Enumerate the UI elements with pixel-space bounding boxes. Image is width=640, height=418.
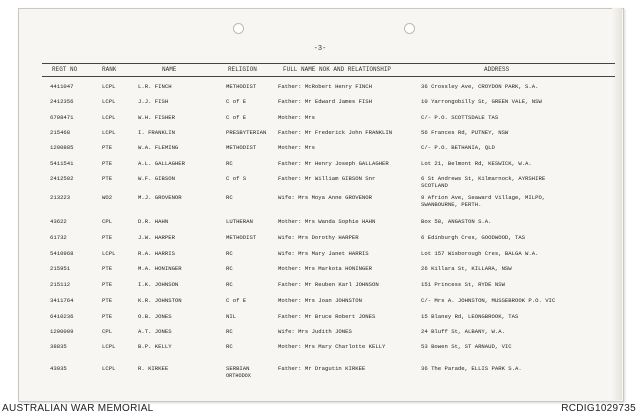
cell-nok: Father: Mr Frederick John FRANKLIN xyxy=(278,129,393,136)
cell-rank: PTE xyxy=(102,265,113,272)
cell-name: A.T. JONES xyxy=(138,328,172,335)
cell-nok: Father: McRobert Henry FINCH xyxy=(278,83,372,90)
cell-address: Lot 157 Wisborough Cres, BALGA W.A. xyxy=(421,250,539,257)
cell-nok: Wife: Mrs Moya Anne GROVENOR xyxy=(278,194,372,201)
cell-regt: 1200885 xyxy=(50,144,74,151)
header-nok: FULL NAME NOK AND RELATIONSHIP xyxy=(283,66,392,73)
cell-address: 26 Killara St, KILLARA, NSW xyxy=(421,265,512,272)
cell-regt: 43622 xyxy=(50,218,67,225)
table-top-rule xyxy=(42,63,615,64)
cell-regt: 2412356 xyxy=(50,98,74,105)
cell-address: 10 Yarrongobilly St, GREEN VALE, NSW xyxy=(421,98,542,105)
cell-regt: 5410968 xyxy=(50,250,74,257)
cell-address-line2: SCOTLAND xyxy=(421,182,448,189)
cell-name: J.W. HARPER xyxy=(138,234,175,241)
header-rank: RANK xyxy=(102,66,117,73)
cell-nok: Wife: Mrs Dorothy HARPER xyxy=(278,234,359,241)
cell-address: 36 Crossley Ave, CROYDON PARK, S.A. xyxy=(421,83,539,90)
cell-address: 9 Afrion Ave, Seaward Village, MILPO, xyxy=(421,194,546,201)
cell-nok: Mother: Mrs xyxy=(278,144,315,151)
cell-rank: CPL xyxy=(102,328,113,335)
cell-name: L.R. FINCH xyxy=(138,83,172,90)
table-header-rule xyxy=(42,76,615,77)
cell-nok: Mother: Mrs Mary Charlotte KELLY xyxy=(278,343,386,350)
cell-name: R.A. HARRIS xyxy=(138,250,175,257)
cell-religion: RC xyxy=(226,328,233,335)
cell-address: 36 The Parade, ELLIS PARK S.A. xyxy=(421,365,522,372)
cell-regt: 1200009 xyxy=(50,328,74,335)
punch-hole xyxy=(233,23,244,34)
table-row xyxy=(0,266,640,282)
cell-regt: 6708471 xyxy=(50,114,74,121)
footer-institution: AUSTRALIAN WAR MEMORIAL xyxy=(2,403,154,414)
table-row xyxy=(0,145,640,161)
cell-religion: RC xyxy=(226,250,233,257)
cell-religion: RC xyxy=(226,281,233,288)
cell-nok: Father: Mr Reuben Karl JOHNSON xyxy=(278,281,379,288)
cell-name: D.R. HAHN xyxy=(138,218,169,225)
cell-regt: 61732 xyxy=(50,234,67,241)
table-row xyxy=(0,99,640,115)
cell-religion: METHODIST xyxy=(226,234,257,241)
cell-religion: NIL xyxy=(226,313,237,320)
cell-rank: PTE xyxy=(102,175,113,182)
cell-religion: RC xyxy=(226,343,233,350)
cell-rank: PTE xyxy=(102,160,113,167)
header-religion: RELIGION xyxy=(228,66,257,73)
cell-religion: C of S xyxy=(226,175,247,182)
cell-name: W.H. FISHER xyxy=(138,114,175,121)
cell-rank: LCPL xyxy=(102,343,116,350)
cell-name: J.J. FISH xyxy=(138,98,169,105)
cell-address: 56 Frances Rd, PUTNEY, NSW xyxy=(421,129,509,136)
page-number: -3- xyxy=(313,45,327,53)
cell-religion: RC xyxy=(226,194,233,201)
cell-rank: LCPL xyxy=(102,114,116,121)
cell-address: 24 Bluff St, ALBANY, W.A. xyxy=(421,328,505,335)
cell-address: 151 Princess St, RYDE NSW xyxy=(421,281,505,288)
cell-address: C/- Mrs A. JOHNSTON, MUSSEBROOK P.O. VIC xyxy=(421,297,556,304)
cell-rank: LCPL xyxy=(102,250,116,257)
cell-address: C/- P.O. BETHANIA, QLD xyxy=(421,144,495,151)
cell-address: Box 58, ANGASTON S.A. xyxy=(421,218,492,225)
cell-religion: PRESBYTERIAN xyxy=(226,129,267,136)
cell-rank: PTE xyxy=(102,281,113,288)
table-row xyxy=(0,366,640,382)
cell-regt: 6410236 xyxy=(50,313,74,320)
cell-regt: 4411047 xyxy=(50,83,74,90)
cell-regt: 3411764 xyxy=(50,297,74,304)
punch-hole xyxy=(404,23,415,34)
cell-name: I. FRANKLIN xyxy=(138,129,175,136)
cell-address: Lot 21, Belmont Rd, KESWICK, W.A. xyxy=(421,160,532,167)
cell-religion: SERBIAN xyxy=(226,365,250,372)
cell-regt: 215112 xyxy=(50,281,71,288)
cell-name: K.R. JOHNSTON xyxy=(138,297,182,304)
cell-religion: RC xyxy=(226,265,233,272)
cell-name: R. KIRKEE xyxy=(138,365,169,372)
cell-religion: C of E xyxy=(226,297,247,304)
cell-rank: LCPL xyxy=(102,129,116,136)
cell-name: M.J. GROVENOR xyxy=(138,194,182,201)
table-row xyxy=(0,130,640,146)
cell-address: 6 Edinburgh Cres, GOODWOOD, TAS xyxy=(421,234,526,241)
cell-address-line2: SWANBOURNE, PERTH. xyxy=(421,201,482,208)
cell-nok: Father: Mr Dragutin KIRKEE xyxy=(278,365,366,372)
cell-name: B.P. KELLY xyxy=(138,343,172,350)
cell-rank: PTE xyxy=(102,144,113,151)
table-row xyxy=(0,219,640,235)
cell-name: W.A. FLEMING xyxy=(138,144,179,151)
footer-record-id: RCDIG1029735 xyxy=(561,403,636,414)
header-regt-no: REGT NO xyxy=(52,66,78,73)
cell-nok: Mother: Mrs Markota HONINGER xyxy=(278,265,372,272)
cell-nok: Wife: Mrs Judith JONES xyxy=(278,328,352,335)
cell-religion: C of E xyxy=(226,98,247,105)
cell-rank: LCPL xyxy=(102,365,116,372)
cell-nok: Wife: Mrs Mary Janet HARRIS xyxy=(278,250,369,257)
cell-address: 15 Blaney Rd, LEONGBROOK, TAS xyxy=(421,313,519,320)
cell-religion: METHODIST xyxy=(226,144,257,151)
cell-religion: LUTHERAN xyxy=(226,218,253,225)
cell-rank: PTE xyxy=(102,313,113,320)
cell-religion-line2: ORTHODOX xyxy=(226,373,251,379)
cell-nok: Mother: Mrs Joan JOHNSTON xyxy=(278,297,362,304)
cell-regt: 5411541 xyxy=(50,160,74,167)
cell-regt: 215951 xyxy=(50,265,71,272)
header-address: ADDRESS xyxy=(484,66,510,73)
cell-nok: Mother: Mrs xyxy=(278,114,315,121)
cell-rank: LCPL xyxy=(102,83,116,90)
cell-nok: Father: Mr Bruce Robert JONES xyxy=(278,313,376,320)
cell-nok: Father: Mr Henry Joseph GALLAGHER xyxy=(278,160,389,167)
cell-nok: Father: Mr Edward James FISH xyxy=(278,98,372,105)
cell-rank: PTE xyxy=(102,234,113,241)
table-row xyxy=(0,298,640,314)
table-row xyxy=(0,282,640,298)
cell-rank: CPL xyxy=(102,218,113,225)
table-row xyxy=(0,235,640,251)
cell-nok: Mother: Mrs Wanda Sophie HAHN xyxy=(278,218,376,225)
cell-regt: 38835 xyxy=(50,343,67,350)
cell-name: M.A. HONINGER xyxy=(138,265,182,272)
cell-rank: WO2 xyxy=(102,194,113,201)
cell-regt: 215468 xyxy=(50,129,71,136)
table-row xyxy=(0,176,640,192)
cell-nok: Father: Mr William GIBSON Snr xyxy=(278,175,376,182)
cell-address: 6 St Andrews St, Kilmarnock, AYRSHIRE xyxy=(421,175,546,182)
table-row xyxy=(0,194,640,214)
cell-religion: RC xyxy=(226,160,233,167)
cell-regt: 43935 xyxy=(50,365,67,372)
cell-address: C/- P.O. SCOTTSDALE TAS xyxy=(421,114,499,121)
cell-address: 53 Bowen St, ST ARNAUD, VIC xyxy=(421,343,512,350)
cell-name: O.B. JONES xyxy=(138,313,172,320)
cell-rank: PTE xyxy=(102,297,113,304)
cell-religion: METHODIST xyxy=(226,83,257,90)
cell-regt: 2412502 xyxy=(50,175,74,182)
header-name: NAME xyxy=(162,66,177,73)
cell-rank: LCPL xyxy=(102,98,116,105)
cell-regt: 213223 xyxy=(50,194,71,201)
cell-name: A.L. GALLAGHER xyxy=(138,160,185,167)
table-row xyxy=(0,344,640,360)
cell-name: I.K. JOHNSON xyxy=(138,281,179,288)
cell-religion: C of E xyxy=(226,114,247,121)
cell-name: W.F. GIBSON xyxy=(138,175,175,182)
